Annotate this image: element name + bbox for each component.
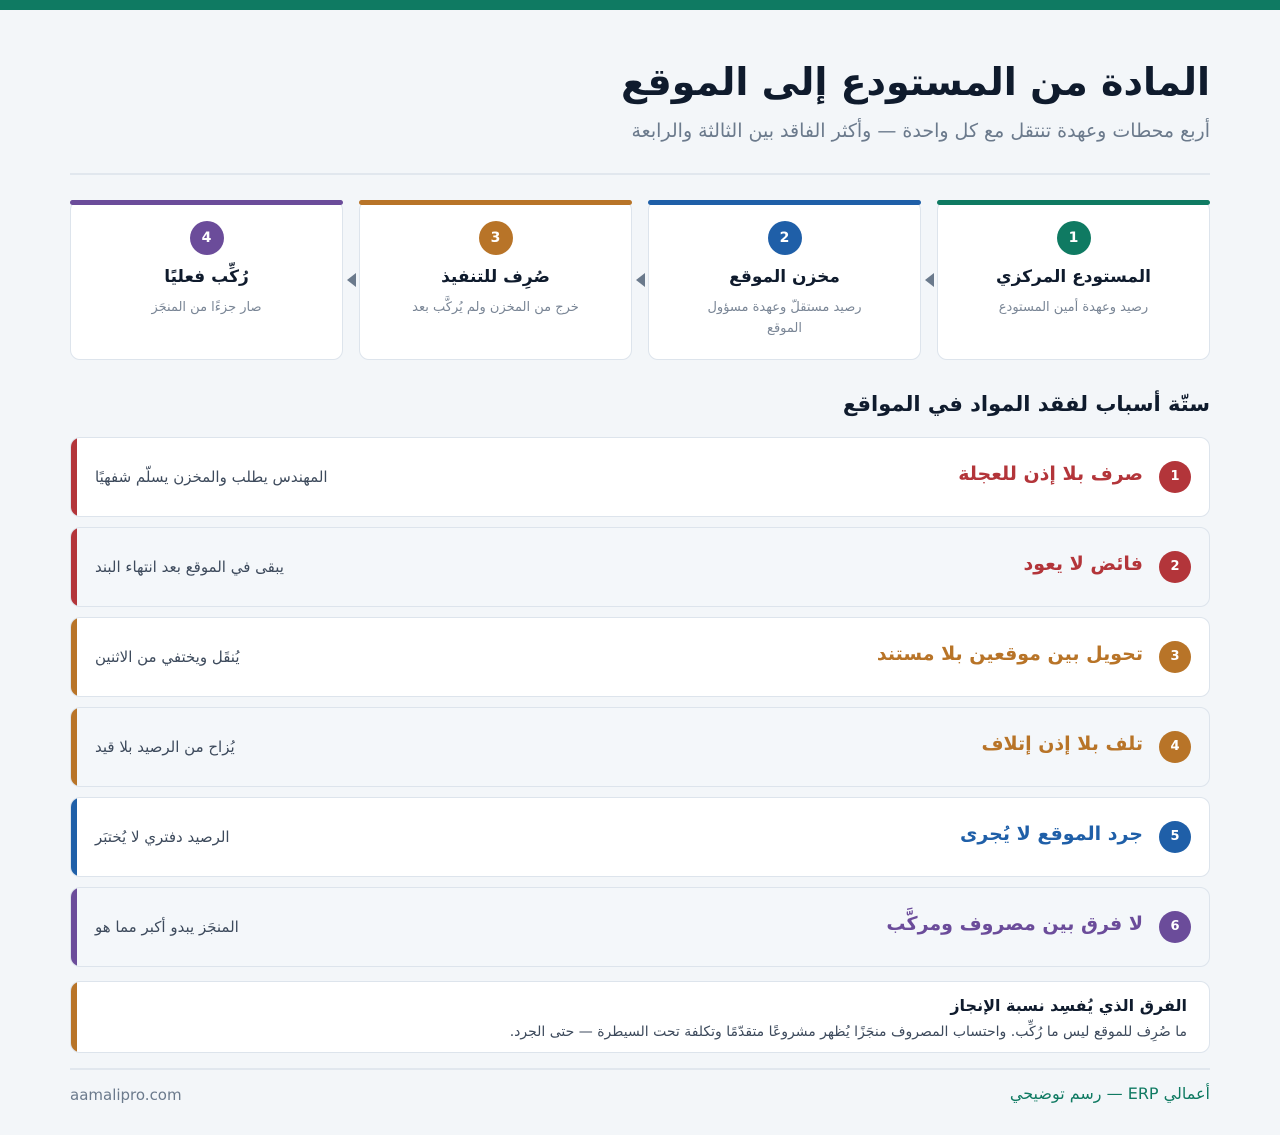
station-number-badge: 3 [479,221,513,255]
station-card [648,200,921,360]
cause-title: صرف بلا إذن للعجلة [958,463,1143,485]
cause-title: تحويل بين موقعين بلا مستند [876,643,1143,665]
note-title: الفرق الذي يُفسِد نسبة الإنجاز [950,996,1187,1015]
footer-divider [70,1068,1210,1070]
cause-description: يُنقَل ويختفي من الاثنين [95,648,240,666]
station-number-badge: 2 [768,221,802,255]
cause-row [70,437,1210,517]
cause-row [70,887,1210,967]
cause-number-badge: 1 [1159,461,1191,493]
cause-description: المهندس يطلب والمخزن يسلّم شفهيًا [95,468,328,486]
cause-accent-bar [71,798,77,876]
top-accent-bar [0,0,1280,10]
station-card [70,200,343,360]
note-accent-bar [71,982,77,1052]
cause-number-badge: 5 [1159,821,1191,853]
footer-brand: أعمالي ERP — رسم توضيحي [1009,1084,1210,1103]
cause-row [70,527,1210,607]
cause-number-badge: 2 [1159,551,1191,583]
cause-description: المنجَز يبدو أكبر مما هو [95,918,239,936]
cause-accent-bar [71,438,77,516]
page-title: المادة من المستودع إلى الموقع [620,60,1210,104]
station-description: صار جزءًا من المنجَز [151,300,262,315]
cause-number-badge: 6 [1159,911,1191,943]
station-accent-bar [937,200,1210,205]
station-number-badge: 4 [190,221,224,255]
station-card [937,200,1210,360]
station-accent-bar [648,200,921,205]
cause-row [70,707,1210,787]
cause-accent-bar [71,888,77,966]
cause-accent-bar [71,618,77,696]
station-name: رُكِّب فعليًا [164,267,249,287]
cause-description: يُزاح من الرصيد بلا قيد [95,738,235,756]
station-description: رصيد وعهدة أمين المستودع [998,300,1149,315]
note-box [70,981,1210,1053]
header-divider [70,173,1210,175]
station-name: المستودع المركزي [996,267,1151,287]
cause-row [70,797,1210,877]
causes-section-title: ستّة أسباب لفقد المواد في المواقع [842,392,1210,416]
station-accent-bar [70,200,343,205]
stations-flow [70,200,1210,360]
cause-description: الرصيد دفتري لا يُختبَر [95,828,230,846]
page-subtitle: أربع محطات وعهدة تنتقل مع كل واحدة — وأكثر الفاقد بين الثالثة والرابعة [631,120,1210,142]
cause-description: يبقى في الموقع بعد انتهاء البند [95,558,284,576]
flow-arrow-icon [636,273,645,287]
cause-number-badge: 3 [1159,641,1191,673]
cause-title: فائض لا يعود [1023,553,1143,575]
station-accent-bar [359,200,632,205]
station-description: خرج من المخزن ولم يُركَّب بعد [412,300,579,315]
footer-site-link[interactable]: aamalipro.com [70,1086,182,1104]
cause-accent-bar [71,528,77,606]
cause-accent-bar [71,708,77,786]
station-number-badge: 1 [1057,221,1091,255]
station-name: صُرِف للتنفيذ [441,267,550,287]
station-name: مخزن الموقع [729,267,840,287]
station-description: رصيد مستقلّ وعهدة مسؤول الموقع [707,300,862,336]
cause-title: تلف بلا إذن إتلاف [981,733,1143,755]
station-card [359,200,632,360]
cause-title: جرد الموقع لا يُجرى [959,823,1143,845]
cause-number-badge: 4 [1159,731,1191,763]
flow-arrow-icon [925,273,934,287]
flow-arrow-icon [347,273,356,287]
note-body: ما صُرِف للموقع ليس ما رُكِّب. واحتساب المصروف منجَزًا يُظهر مشروعًا متقدّمًا وتكلفة تحت السيطرة — حتى الجرد. [509,1024,1187,1040]
cause-row [70,617,1210,697]
cause-title: لا فرق بين مصروف ومركَّب [886,913,1143,935]
